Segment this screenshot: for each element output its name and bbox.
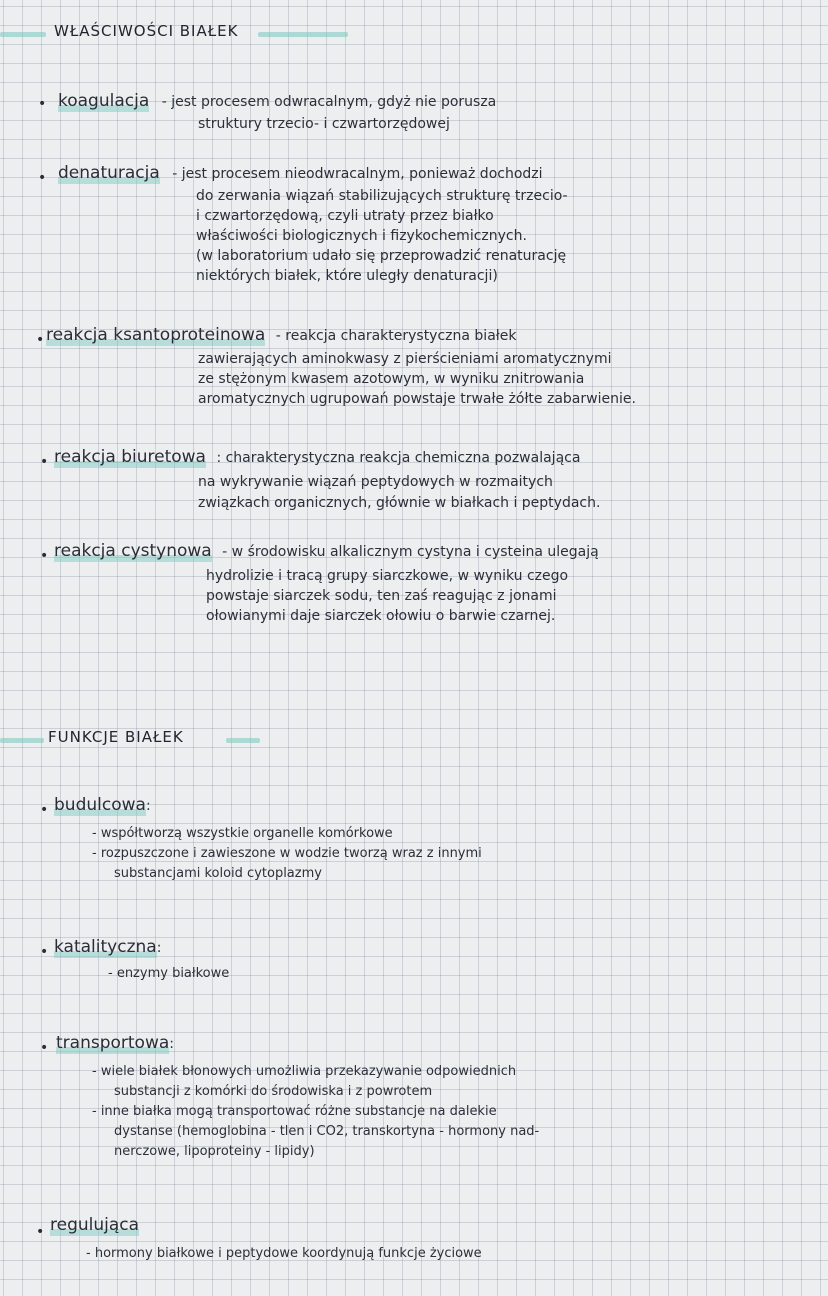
definition-block <box>108 964 229 983</box>
definition-text: niektórych białek, które uległy denaturacji) <box>196 268 498 284</box>
term-label: reakcja biuretowa <box>54 447 206 467</box>
list-item-budulcowa <box>54 796 151 816</box>
definition-text: substancji z komórki do środowiska i z powrotem <box>114 1084 433 1099</box>
definition-text: - enzymy białkowe <box>108 966 230 981</box>
term-suffix: : <box>145 798 151 814</box>
definition-text: - rozpuszczone i zawieszone w wodzie tworzą wraz z innymi <box>92 846 482 861</box>
definition-text: na wykrywanie wiązań peptydowych w rozmaitych <box>198 474 553 490</box>
bullet-icon: • <box>40 454 49 470</box>
list-item-ksantoproteinowa <box>46 326 516 346</box>
heading-highlight <box>0 32 46 37</box>
bullet-icon: • <box>40 802 49 818</box>
bullet-icon: • <box>36 1224 45 1240</box>
term-label: regulująca <box>50 1215 140 1235</box>
definition-text: - inne białka mogą transportować różne substancje na dalekie <box>92 1104 497 1119</box>
term-label: koagulacja <box>58 91 150 111</box>
list-item-denaturacja <box>58 164 543 184</box>
list-item-koagulacja <box>58 92 496 112</box>
term-label: reakcja ksantoproteinowa <box>46 325 266 345</box>
bullet-icon: • <box>40 548 49 564</box>
definition-text: dystanse (hemoglobina - tlen i CO2, transkortyna - hormony nad- <box>114 1124 540 1139</box>
definition-text: zawierających aminokwasy z pierścieniami aromatycznymi <box>198 351 612 367</box>
definition-text: struktury trzecio- i czwartorzędowej <box>198 116 450 132</box>
heading-highlight <box>0 738 44 743</box>
definition-block <box>92 1062 539 1162</box>
definition-line: - jest procesem nieodwracalnym, ponieważ dochodzi <box>172 166 543 182</box>
bullet-icon: • <box>36 332 45 348</box>
term-suffix: : <box>156 940 162 956</box>
definition-line: - w środowisku alkalicznym cystyna i cysteina ulegają <box>222 544 599 560</box>
term-label: denaturacja <box>58 163 160 183</box>
heading-highlight <box>258 32 348 37</box>
definition-line <box>198 115 450 134</box>
definition-line: - reakcja charakterystyczna białek <box>275 328 517 344</box>
definition-text: - współtworzą wszystkie organelle komórkowe <box>92 826 393 841</box>
definition-text: i czwartorzędową, czyli utraty przez białko <box>196 208 494 224</box>
definition-text: hydrolizie i tracą grupy siarczkowe, w wyniku czego <box>206 568 569 584</box>
definition-text: - hormony białkowe i peptydowe koordynują funkcje życiowe <box>86 1246 482 1261</box>
bullet-icon: • <box>40 1040 49 1056</box>
definition-block <box>198 472 600 514</box>
bullet-icon: • <box>38 96 47 112</box>
definition-block <box>196 186 568 286</box>
term-label: katalityczna <box>54 937 157 957</box>
definition-text: aromatycznych ugrupowań powstaje trwałe żółte zabarwienie. <box>198 391 636 407</box>
definition-text: związkach organicznych, głównie w białkach i peptydach. <box>198 495 601 511</box>
term-label: transportowa <box>56 1033 170 1053</box>
definition-text: - wiele białek błonowych umożliwia przekazywanie odpowiednich <box>92 1064 517 1079</box>
list-item-biuretowa <box>54 448 580 468</box>
term-suffix: : <box>169 1036 174 1052</box>
definition-text: ze stężonym kwasem azotowym, w wyniku znitrowania <box>198 371 585 387</box>
term-label: reakcja cystynowa <box>54 541 212 561</box>
bullet-icon: • <box>38 170 47 186</box>
definition-text: nerczowe, lipoproteiny - lipidy) <box>114 1144 315 1159</box>
definition-text: właściwości biologicznych i fizykochemicznych. <box>196 228 527 244</box>
definition-text: powstaje siarczek sodu, ten zaś reagując z jonami <box>206 588 557 604</box>
list-item-katalityczna <box>54 938 161 958</box>
definition-line: - jest procesem odwracalnym, gdyż nie porusza <box>161 94 497 110</box>
definition-text: (w laboratorium udało się przeprowadzić renaturację <box>196 248 567 264</box>
definition-text: do zerwania wiązań stabilizujących strukturę trzecio- <box>196 188 568 204</box>
list-item-regulujaca <box>50 1216 139 1236</box>
definition-block <box>206 566 568 626</box>
definition-block <box>92 824 482 884</box>
bullet-icon: • <box>40 944 49 960</box>
definition-block <box>86 1244 482 1263</box>
definition-line: : charakterystyczna reakcja chemiczna pozwalająca <box>216 450 581 466</box>
list-item-cystynowa <box>54 542 599 562</box>
section-title-properties: WŁAŚCIWOŚCI BIAŁEK <box>54 22 239 40</box>
section-title-functions: FUNKCJE BIAŁEK <box>48 728 184 746</box>
definition-block <box>198 349 636 409</box>
definition-text: ołowianymi daje siarczek ołowiu o barwie czarnej. <box>206 608 556 624</box>
heading-highlight <box>226 738 260 743</box>
definition-text: substancjami koloid cytoplazmy <box>114 866 322 881</box>
term-label: budulcowa <box>54 795 146 815</box>
list-item-transportowa <box>56 1034 174 1054</box>
